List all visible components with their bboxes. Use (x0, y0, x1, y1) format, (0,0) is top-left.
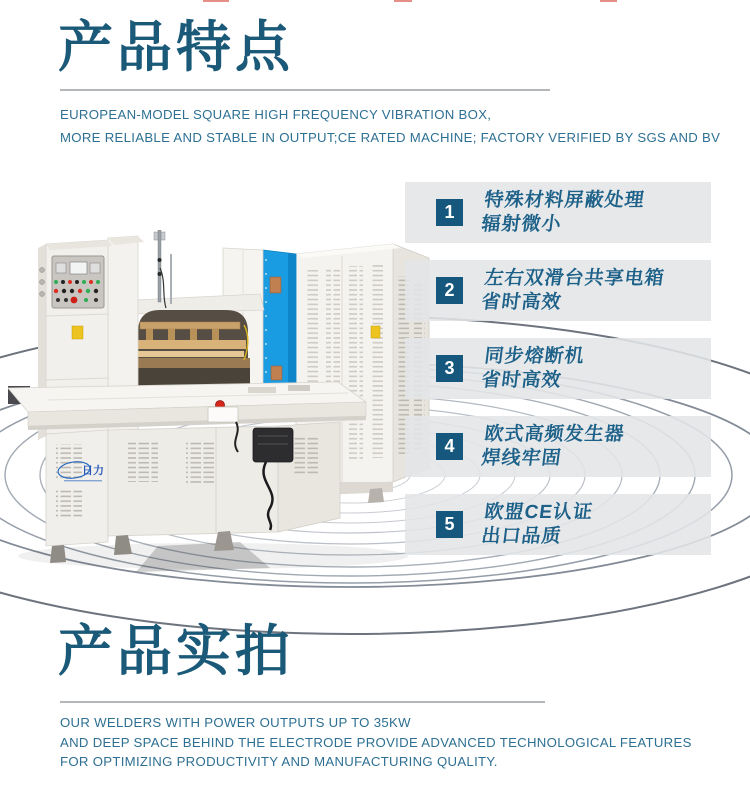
feature-text (480, 345, 586, 393)
feature-line1: 同步熔断机 (483, 345, 586, 367)
feature-line2: 辐射微小 (480, 213, 563, 235)
photos-caption (60, 713, 692, 772)
photos-caption-line3: FOR OPTIMIZING PRODUCTIVITY AND MANUFACTURING QUALITY. (60, 754, 498, 769)
display-screen (70, 262, 87, 274)
title-divider (60, 701, 545, 703)
feature-line1: 左右双滑台共享电箱 (483, 267, 666, 289)
feature-line2: 省时高效 (480, 291, 563, 313)
photos-section-title: 产品实拍 (58, 620, 295, 682)
feature-line2: 焊线牢固 (480, 447, 563, 469)
feature-text (480, 501, 594, 549)
feature-number-badge: 4 (436, 433, 463, 460)
feature-number-badge: 5 (436, 511, 463, 538)
feature-line1: 特殊材料屏蔽处理 (483, 189, 646, 211)
feature-number-badge: 3 (436, 355, 463, 382)
machine-blue-door (263, 250, 296, 388)
machine-press-area (134, 294, 264, 392)
features-subtitle (60, 104, 720, 149)
door-hinge (270, 277, 281, 293)
machine-lower-cabinets (46, 422, 340, 563)
photos-caption-line1: OUR WELDERS WITH POWER OUTPUTS UP TO 35KW (60, 715, 411, 730)
feature-number-badge: 2 (436, 277, 463, 304)
feature-item-3 (405, 338, 711, 399)
feature-line2: 省时高效 (480, 369, 563, 391)
warning-sticker (72, 326, 83, 339)
feature-text (480, 267, 666, 315)
door-hinge (271, 366, 282, 380)
warning-sticker (371, 326, 380, 338)
features-subtitle-line1: EUROPEAN-MODEL SQUARE HIGH FREQUENCY VIBRATION BOX, (60, 107, 492, 122)
gauge (56, 263, 66, 273)
feature-text (480, 423, 626, 471)
features-section-title: 产品特点 (58, 16, 295, 78)
feature-number-badge: 1 (436, 199, 463, 226)
feature-item-2 (405, 260, 711, 321)
title-divider (60, 89, 550, 91)
feature-item-1 (405, 182, 711, 243)
control-panel (52, 256, 104, 308)
feature-line1: 欧式高频发生器 (483, 423, 626, 445)
brand-logo-text: 日力 (82, 465, 104, 477)
feature-item-4 (405, 416, 711, 477)
features-subtitle-line2: MORE RELIABLE AND STABLE IN OUTPUT;CE RATED MACHINE; FACTORY VERIFIED BY SGS AND BV (60, 129, 721, 145)
machine-photo (8, 230, 440, 576)
feature-text (480, 189, 646, 237)
feature-line2: 出口品质 (480, 525, 563, 547)
gauge (90, 263, 100, 273)
photos-caption-line2: AND DEEP SPACE BEHIND THE ELECTRODE PROVIDE ADVANCED TECHNOLOGICAL FEATURES (60, 734, 692, 750)
feature-line1: 欧盟CE认证 (483, 501, 595, 523)
feature-item-5 (405, 494, 711, 555)
